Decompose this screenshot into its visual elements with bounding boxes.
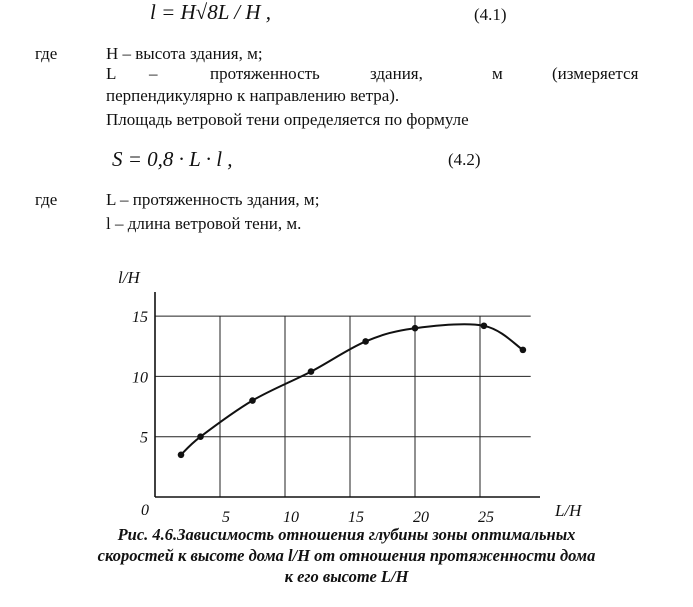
y-tick-label: 15 [132,309,148,327]
where-label: где [35,44,58,63]
data-point [412,325,419,332]
data-point [308,368,315,375]
y-tick-label: 10 [132,369,148,387]
where-label-2: где [35,190,58,209]
data-point [249,397,256,404]
definition-shadow-length: l – длина ветровой тени, м. [106,214,302,233]
shadow-area-intro: Площадь ветровой тени определяется по формуле [106,110,469,129]
definition-l-dash: – [149,64,158,83]
definition-l-measured: (измеряется [552,64,639,83]
definition-l-word: L [106,64,117,83]
definition-l-continuation: перпендикулярно к направлению ветра). [106,86,400,105]
x-tick-label: 20 [413,509,429,526]
definition-l-building: здания, [370,64,423,83]
x-tick-labels [141,502,494,526]
data-point [520,347,527,354]
x-tick-label: 15 [348,509,364,526]
definition-h: H – высота здания, м; [106,44,263,63]
formula-4-1-number: (4.1) [474,5,507,24]
definition-l-unit: м [492,64,503,83]
x-tick-label: 5 [222,509,230,526]
figure-caption-line-2: скоростей к высоте дома l/H от отношения протяженности дома [97,546,596,565]
formula-4-1: l = H√8L / H , [150,0,271,24]
data-point [178,451,185,458]
data-point [362,338,369,345]
formula-4-2: S = 0,8 · L · l , [112,147,233,171]
figure-caption-line-3: к его высоте L/H [284,567,409,586]
y-axis-label: l/H [118,268,140,287]
y-tick-label: 5 [140,429,148,447]
formula-4-2-number: (4.2) [448,150,481,169]
chart-grid [155,316,531,497]
x-axis-label: L/H [555,501,582,520]
x-tick-label: 25 [478,509,494,526]
figure-caption-line-1: Рис. 4.6.Зависимость отношения глубины зоны оптимальных [117,525,576,544]
x-tick-label: 10 [283,509,299,526]
definition-l-extent: протяженность [210,64,320,83]
definition-l-second: L – протяженность здания, м; [106,190,320,209]
y-tick-labels [132,309,148,447]
data-series-line [181,324,523,455]
x-tick-label: 0 [141,502,149,519]
data-point [197,433,204,440]
data-point [481,322,488,329]
data-points [178,322,527,458]
